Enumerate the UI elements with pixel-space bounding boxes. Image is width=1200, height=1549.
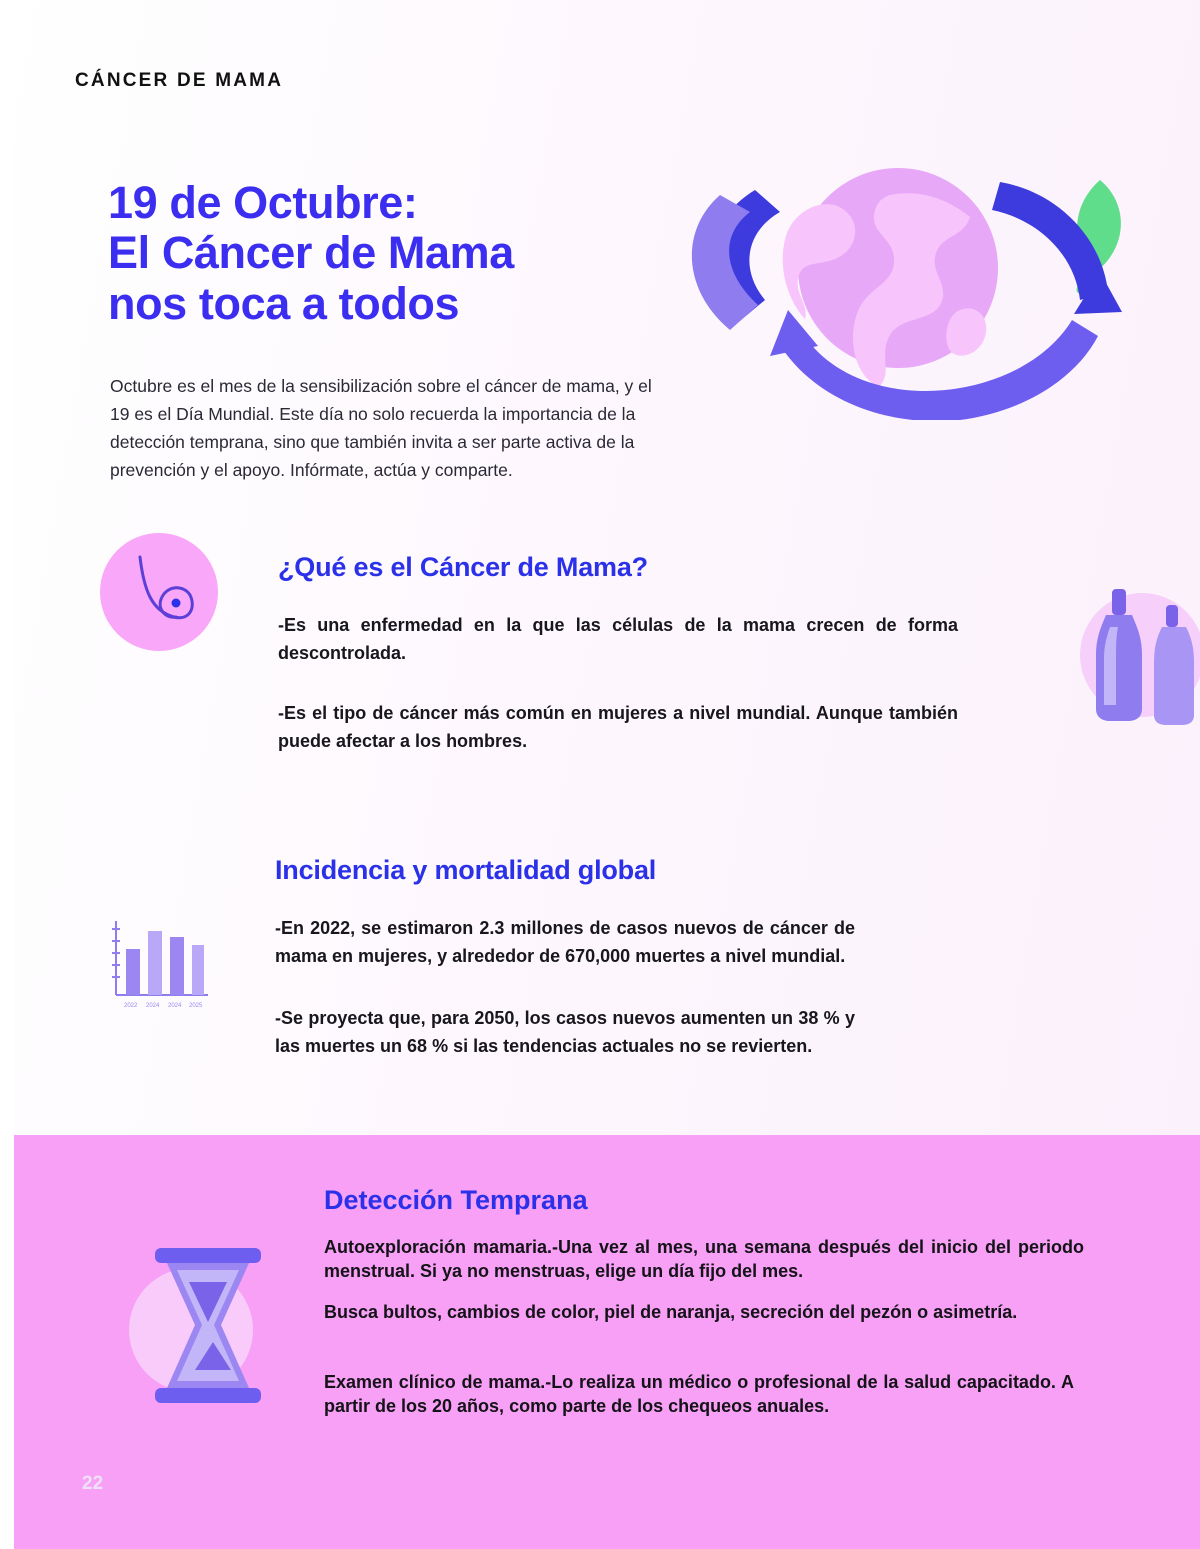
panel-heading: Detección Temprana: [324, 1185, 588, 1215]
panel-text-signs: Busca bultos, cambios de color, piel de naranja, secreción del pezón o asimetría.: [324, 1302, 1018, 1322]
page-number: 22: [82, 1473, 104, 1494]
hero-illustration-svg: [660, 160, 1140, 420]
bar-chart-icon: [104, 915, 214, 1015]
globe-and-ribbon-illustration: [660, 160, 1140, 420]
svg-text:2025: 2025: [189, 1003, 203, 1009]
section-text-incidence-1: -En 2022, se estimaron 2.3 millones de casos nuevos de cáncer de mama en mujeres, y alrededor de 670,000 muertes a nivel mundial.: [275, 918, 855, 966]
title-line-1: 19 de Octubre:: [108, 177, 418, 228]
bottle-decoration-icon: [1070, 575, 1200, 735]
early-detection-panel: [14, 1135, 1200, 1549]
page-kicker: CÁNCER DE MAMA: [75, 70, 284, 91]
breast-icon: [100, 533, 218, 651]
svg-text:2024: 2024: [168, 1003, 182, 1009]
intro-paragraph: Octubre es el mes de la sensibilización sobre el cáncer de mama, y el 19 es el Día Mundial. Este día no solo recuerda la importancia de la detección temprana, sino que también invita a ser parte activa de la prevención y el apoyo. Infórmate, actúa y comparte.: [110, 376, 652, 480]
page-title: [108, 178, 688, 329]
panel-text-clinical-exam: Examen clínico de mama.-Lo realiza un médico o profesional de la salud capacitado. A partir de los 20 años, como parte de los chequeos anuales.: [324, 1372, 1074, 1417]
svg-text:2024: 2024: [146, 1003, 160, 1009]
section-heading-what-is: ¿Qué es el Cáncer de Mama?: [278, 552, 648, 582]
svg-text:2022: 2022: [124, 1003, 138, 1009]
section-heading-incidence: Incidencia y mortalidad global: [275, 855, 657, 885]
hourglass-icon-svg: [119, 1230, 294, 1420]
bar-chart-icon-svg: [104, 915, 214, 1015]
section-text-what-is-2: -Es el tipo de cáncer más común en mujeres a nivel mundial. Aunque también puede afectar a los hombres.: [278, 703, 958, 751]
section-text-what-is-1: -Es una enfermedad en la que las células de la mama crecen de forma descontrolada.: [278, 615, 958, 663]
hourglass-icon: [119, 1230, 294, 1420]
title-line-3: nos toca a todos: [108, 277, 460, 329]
title-line-2: El Cáncer de Mama: [108, 227, 514, 279]
breast-icon-svg: [100, 533, 218, 651]
left-margin-bar: [0, 0, 14, 1549]
panel-text-self-exam: Autoexploración mamaria.-Una vez al mes, una semana después del inicio del periodo menstrual. Si ya no menstruas, elige un día fijo del mes.: [324, 1237, 1084, 1282]
section-text-incidence-2: -Se proyecta que, para 2050, los casos nuevos aumenten un 38 % y las muertes un 68 % si las tendencias actuales no se revierten.: [275, 1008, 855, 1056]
bottle-decoration-svg: [1070, 575, 1200, 745]
